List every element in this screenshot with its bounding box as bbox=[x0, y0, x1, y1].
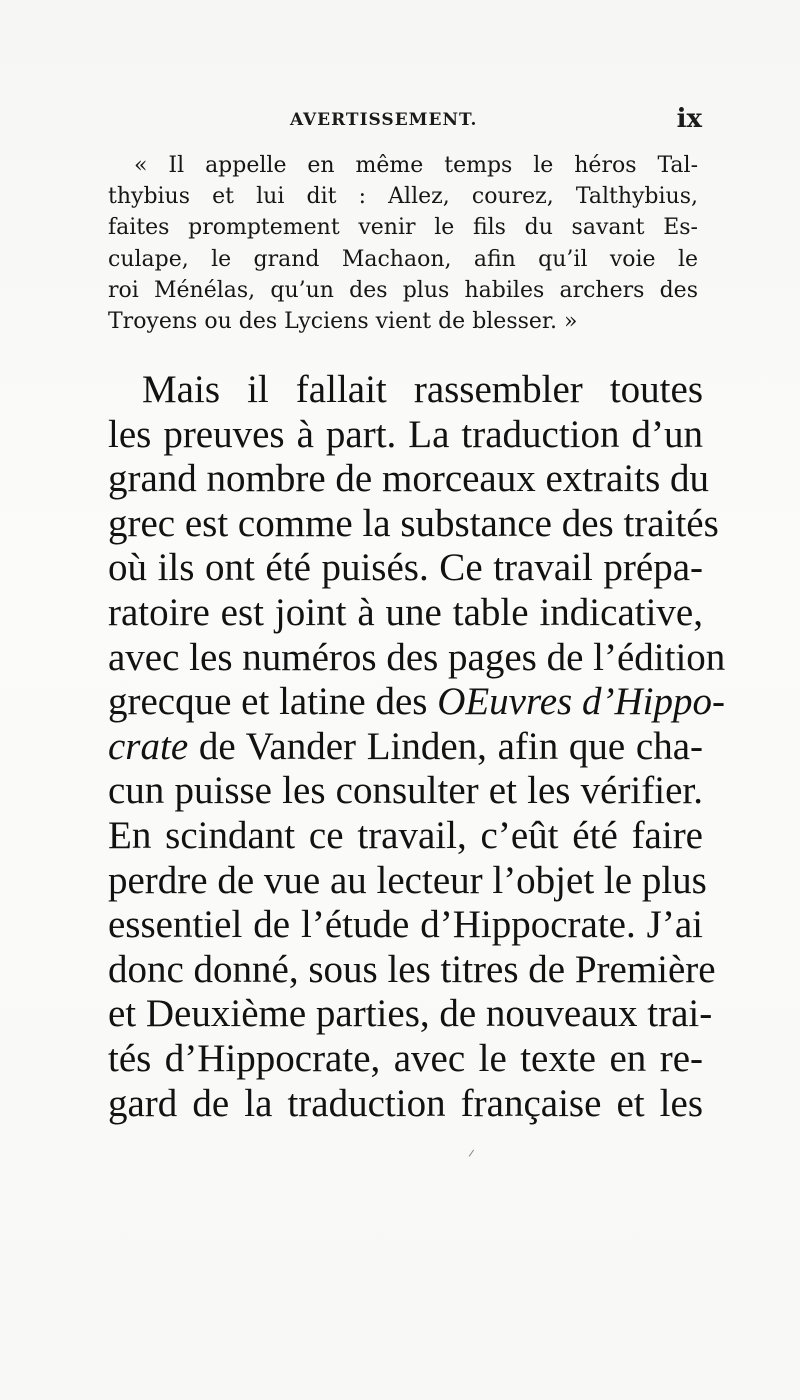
body-line: grand nombre de morceaux extraits du bbox=[108, 457, 710, 501]
body-line: où ils ont été puisés. Ce travail prépa- bbox=[108, 546, 703, 590]
body-line: tés d’Hippocrate, avec le texte en re- bbox=[108, 1036, 703, 1080]
italic-title: crate bbox=[108, 724, 189, 768]
body-line: En scindant ce travail, c’eût été faire bbox=[108, 813, 703, 857]
quote-line: faites promptement venir le fils du savant Es- bbox=[108, 215, 698, 241]
running-head: AVERTISSEMENT. bbox=[290, 110, 478, 130]
body-line: ratoire est joint à une table indicative, bbox=[108, 590, 703, 634]
quoted-passage bbox=[108, 150, 698, 337]
body-line: gard de la traduction française et les bbox=[108, 1081, 703, 1125]
italic-title: OEuvres d’Hippo- bbox=[437, 680, 725, 724]
quote-line: Troyens ou des Lyciens vient de blesser. » bbox=[108, 308, 578, 334]
quote-line: thybius et lui dit : Allez, courez, Talthybius, bbox=[108, 184, 698, 210]
page-number: ix bbox=[676, 104, 702, 134]
body-line: donc donné, sous les titres de Première bbox=[108, 947, 716, 991]
body-line bbox=[108, 680, 725, 725]
quote-line: culape, le grand Machaon, afin qu’il voie le bbox=[108, 246, 698, 272]
body-text-segment: de Vander Linden, afin que cha- bbox=[198, 724, 703, 768]
quote-line: roi Ménélas, qu’un des plus habiles archers des bbox=[108, 277, 698, 303]
body-line bbox=[108, 725, 703, 770]
ink-mark bbox=[469, 1150, 483, 1163]
body-line: avec les numéros des pages de l’édition bbox=[108, 635, 726, 679]
quote-line: « Il appelle en même temps le héros Tal- bbox=[134, 153, 698, 178]
body-paragraph bbox=[108, 368, 726, 1126]
body-line: les preuves à part. La traduction d’un bbox=[108, 412, 703, 456]
body-line: grec est comme la substance des traités bbox=[108, 501, 719, 545]
body-text-segment: grecque et latine des bbox=[108, 680, 428, 724]
body-line: essentiel de l’étude d’Hippocrate. J’ai bbox=[108, 903, 703, 947]
page-header bbox=[290, 104, 702, 142]
body-line: cun puisse les consulter et les vérifier. bbox=[108, 769, 703, 813]
body-line: perdre de vue au lecteur l’objet le plus bbox=[108, 858, 707, 902]
body-line: et Deuxième parties, de nouveaux trai- bbox=[108, 992, 713, 1036]
body-line: Mais il fallait rassembler toutes bbox=[142, 368, 703, 411]
